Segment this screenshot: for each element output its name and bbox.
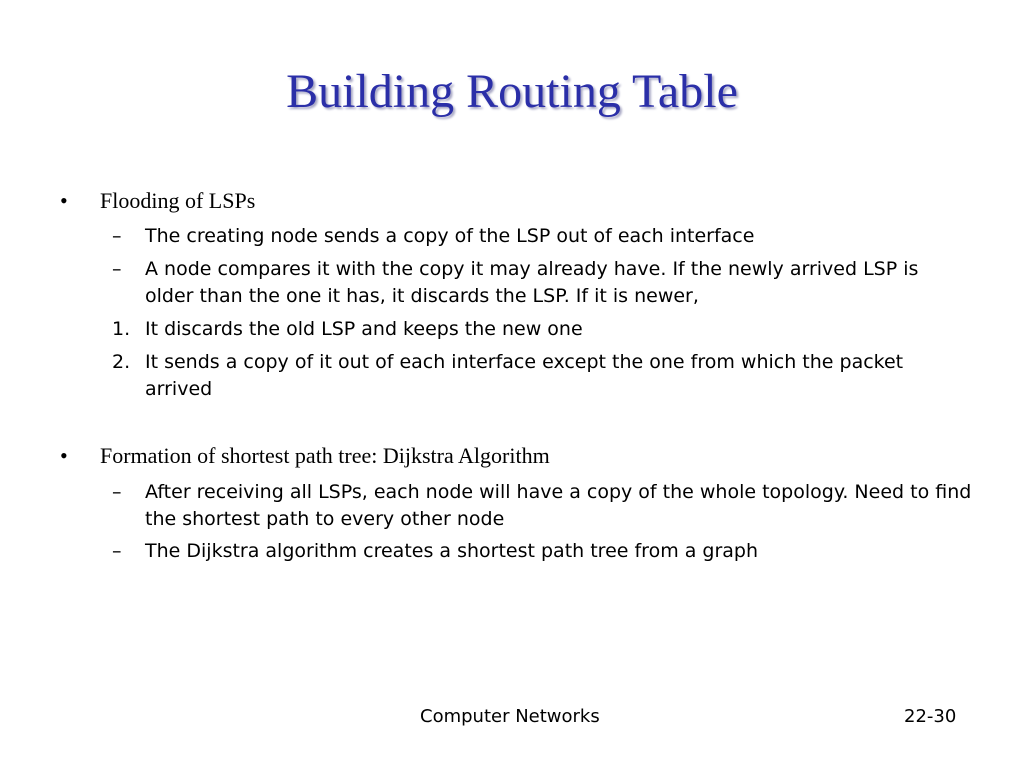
footer-page-number: 22-30 xyxy=(904,706,957,727)
numbered-item-text: It sends a copy of it out of each interface except the one from which the packet arrived xyxy=(145,351,904,400)
dash-marker: – xyxy=(112,481,122,503)
sub-bullet-text: After receiving all LSPs, each node will have a copy of the whole topology. Need to find the shortest path to every other node xyxy=(145,481,972,530)
bullet-text: Flooding of LSPs xyxy=(100,188,256,213)
dash-marker: – xyxy=(112,225,122,247)
sub-bullet-item xyxy=(112,223,972,250)
numbered-item xyxy=(112,349,972,403)
dash-marker: – xyxy=(112,540,122,562)
sub-bullet-item xyxy=(112,256,972,310)
slide-title: Building Routing Table xyxy=(286,65,738,118)
sub-bullet-item xyxy=(112,538,972,565)
numbered-item xyxy=(112,316,972,343)
numbered-item-text: It discards the old LSP and keeps the new one xyxy=(145,318,583,340)
sub-bullet-text: The Dijkstra algorithm creates a shortest path tree from a graph xyxy=(145,540,759,562)
bullet-marker: • xyxy=(60,188,68,213)
number-marker: 1. xyxy=(112,318,131,340)
number-marker: 2. xyxy=(112,351,131,373)
footer-course-title: Computer Networks xyxy=(420,706,600,727)
sub-bullet-item xyxy=(112,479,972,533)
sub-bullet-text: A node compares it with the copy it may already have. If the newly arrived LSP is older than the one it has, it discards the LSP. If it is newer, xyxy=(145,258,919,307)
sub-bullet-text: The creating node sends a copy of the LSP out of each interface xyxy=(145,225,755,247)
dash-marker: – xyxy=(112,258,122,280)
bullet-text: Formation of shortest path tree: Dijkstra Algorithm xyxy=(100,443,550,468)
bullet-marker: • xyxy=(60,443,68,468)
